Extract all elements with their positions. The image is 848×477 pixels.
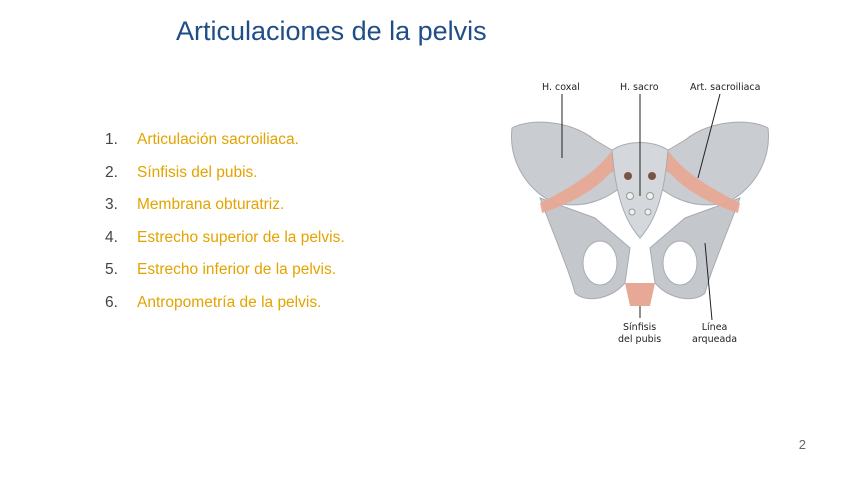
left-obturator-foramen <box>583 241 617 285</box>
label-coxal: H. coxal <box>542 82 580 93</box>
label-linea-line1: Línea <box>701 322 728 333</box>
label-sinfisis <box>618 322 661 346</box>
sacral-foramen <box>627 193 634 200</box>
agenda-list <box>105 131 345 327</box>
list-item-text: Estrecho inferior de la pelvis. <box>137 261 337 279</box>
right-obturator-foramen <box>663 241 697 285</box>
right-pubic-bone <box>650 198 740 299</box>
list-item <box>105 196 345 229</box>
pubic-symphysis <box>625 283 655 306</box>
label-sinfisis-line2: del pubis <box>618 334 662 345</box>
label-sinfisis-line1: Sínfisis <box>623 322 657 333</box>
list-item <box>105 294 345 327</box>
list-item <box>105 261 345 294</box>
label-sacro: H. sacro <box>620 82 659 93</box>
slide-title: Articulaciones de la pelvis <box>176 16 487 46</box>
list-item-number: 4. <box>105 228 118 246</box>
list-item-text: Estrecho superior de la pelvis. <box>137 228 345 246</box>
pelvis-figure <box>500 78 780 368</box>
sacral-foramen <box>647 193 654 200</box>
list-item-text: Articulación sacroiliaca. <box>137 131 299 148</box>
page-number: 2 <box>798 437 806 452</box>
list-item <box>105 164 345 197</box>
sacral-foramen <box>629 209 635 215</box>
sacral-foramen <box>648 172 656 180</box>
list-item-number: 1. <box>105 131 118 148</box>
list-item-number: 2. <box>105 163 118 181</box>
label-sacroiliaca: Art. sacroiliaca <box>690 82 761 93</box>
list-item-text: Antropometría de la pelvis. <box>137 293 322 311</box>
list-item-text: Membrana obturatriz. <box>137 196 285 214</box>
list-item-number: 5. <box>105 261 118 279</box>
list-item-number: 6. <box>105 293 118 311</box>
label-linea-line2: arqueada <box>692 334 738 345</box>
list-item-number: 3. <box>105 196 118 214</box>
list-item-text: Sínfisis del pubis. <box>137 163 258 181</box>
list-item <box>105 131 345 164</box>
left-pubic-bone <box>540 198 630 299</box>
sacral-foramen <box>645 209 651 215</box>
list-item <box>105 229 345 262</box>
label-linea <box>692 322 737 346</box>
sacral-foramen <box>624 172 632 180</box>
